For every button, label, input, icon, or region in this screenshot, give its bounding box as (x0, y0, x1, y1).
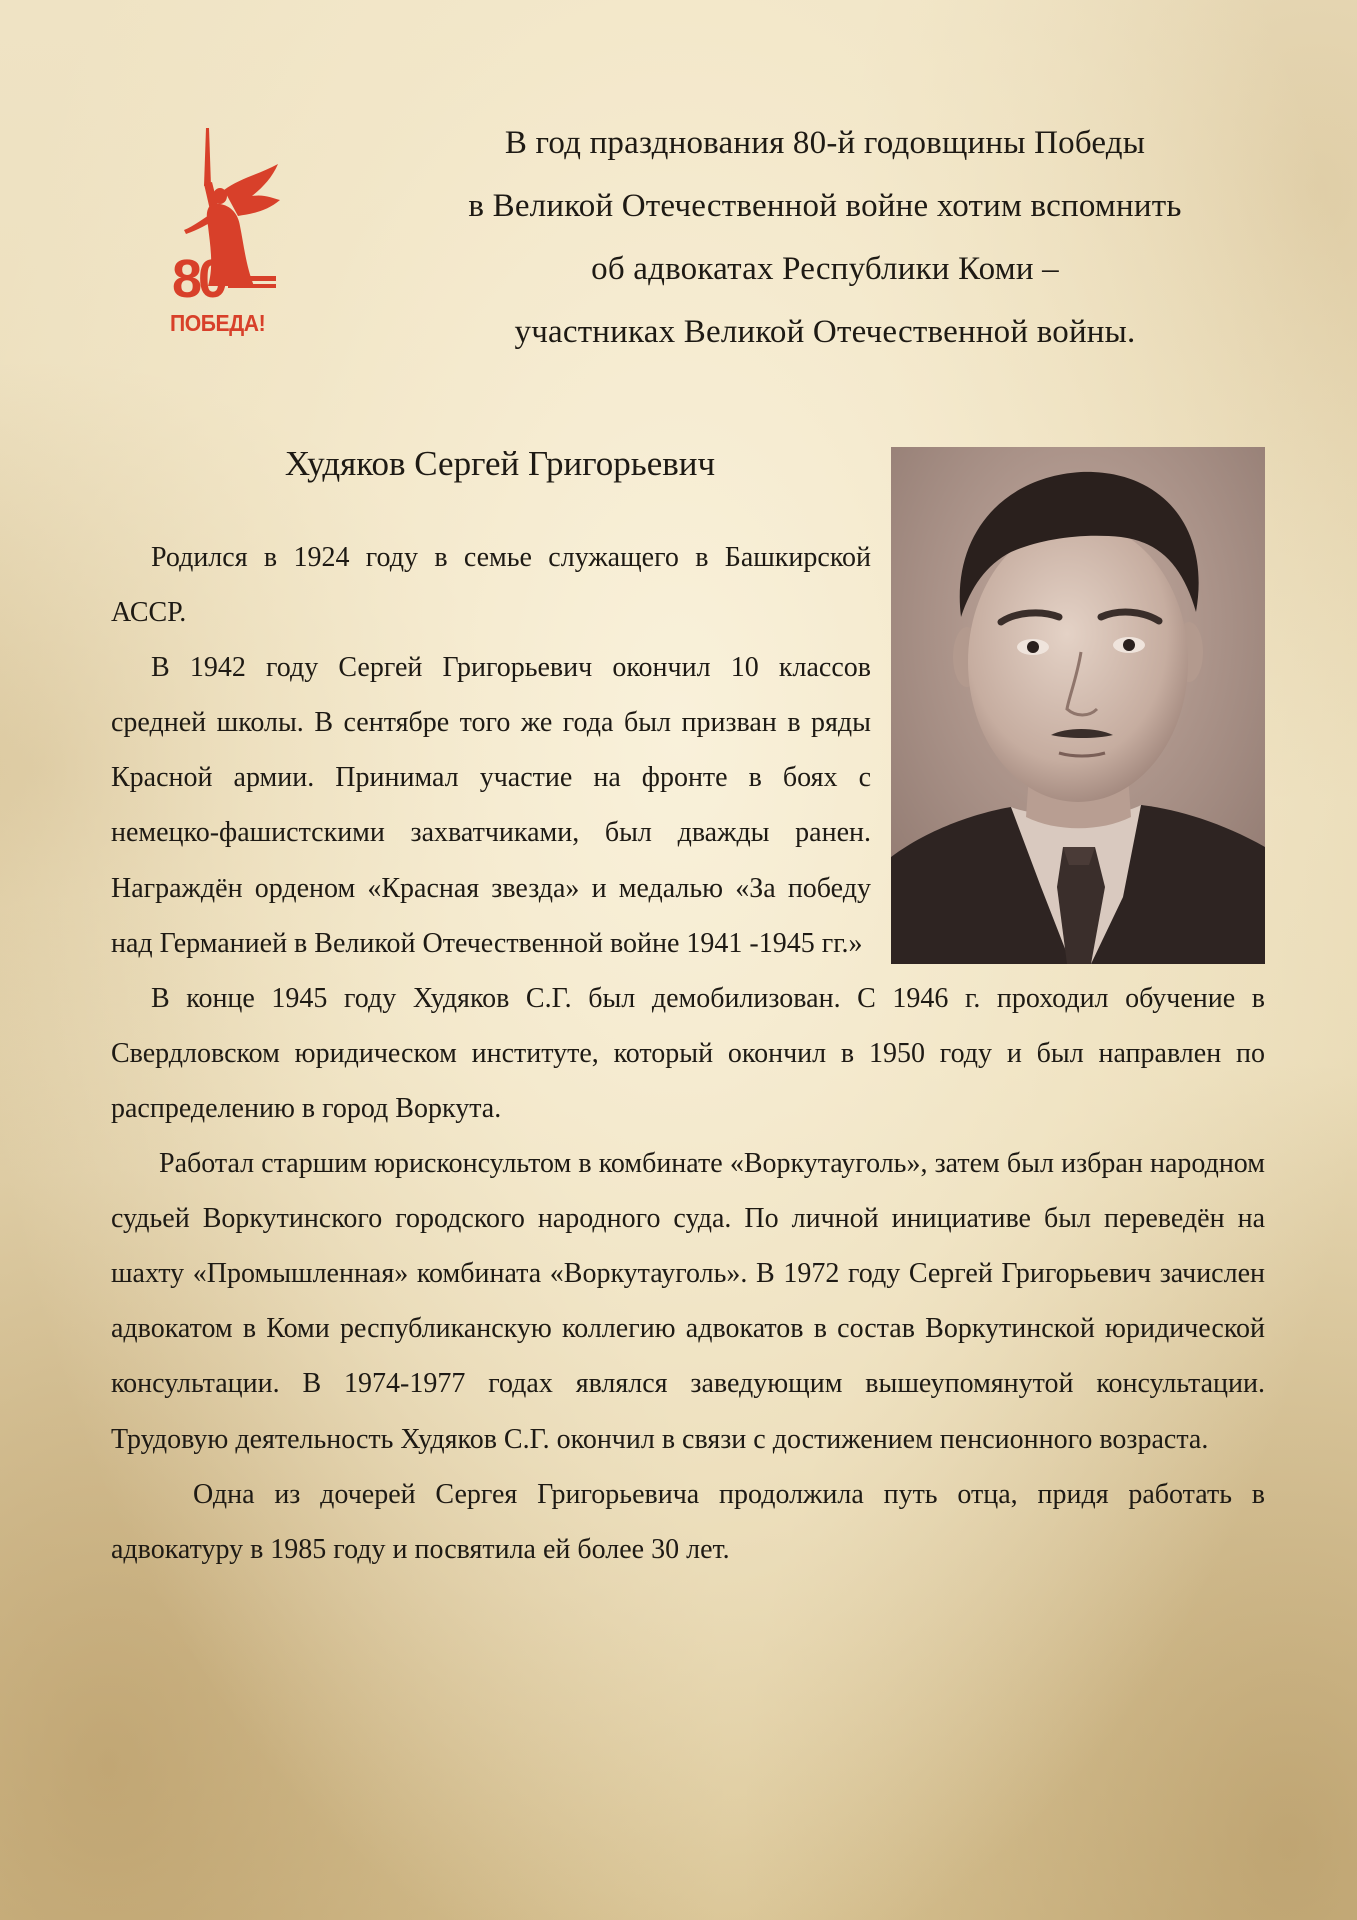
biography-paragraph: Работал старшим юрисконсультом в комбинате «Воркутауголь», затем был избран народном судьей Воркутинского городского народного суда. По личной инициативе был переведён на шахту «Промышленная» комбината «Воркутауголь». В 1972 году Сергей Григорьевич зачислен адвокатом в Коми республиканскую коллегию адвокатов в состав Воркутинской юридической консультации. В 1974-1977 годах являлся заведующим вышеупомянутой консультации. Трудовую деятельность Худяков С.Г. окончил в связи с достижением пенсионного возраста. (111, 1148, 1265, 1455)
biography-paragraph: Родился в 1924 году в семье служащего в Башкирской АССР. (111, 542, 871, 629)
header-line: об адвокатах Республики Коми – (591, 251, 1059, 287)
emblem-caption: ПОБЕДА! (170, 310, 266, 336)
biography (111, 530, 1265, 1577)
header-line: в Великой Отечественной войне хотим вспомнить (468, 188, 1182, 224)
biography-paragraph: Одна из дочерей Сергея Григорьевича продолжила путь отца, придя работать в адвокатуру в 1985 году и посвятила ей более 30 лет. (111, 1478, 1265, 1565)
biography-paragraph: В конце 1945 году Худяков С.Г. был демобилизован. С 1946 г. проходил обучение в Свердловском юридическом институте, который окончил в 1950 году и был направлен по распределению в город Воркута. (111, 982, 1265, 1124)
biography-paragraph: В 1942 году Сергей Григорьевич окончил 10 классов средней школы. В сентябре того же года был призван в ряды Красной армии. Принимал участие на фронте в боях с немецко-фашистскими захватчиками, был дважды ранен. Награждён орденом «Красная звезда» и медалью «За победу над Германией в Великой Отечественной войне 1941 -1945 гг.» (111, 652, 871, 959)
emblem-number: 80 (172, 249, 225, 309)
commemoration-header (380, 112, 1270, 364)
victory-80-emblem (168, 126, 284, 346)
header-line: участниках Великой Отечественной войны. (514, 314, 1136, 350)
biography-beside-photo (111, 530, 871, 971)
header-line: В год празднования 80-й годовщины Победы (504, 125, 1146, 161)
person-name: Худяков Сергей Григорьевич (284, 444, 716, 483)
